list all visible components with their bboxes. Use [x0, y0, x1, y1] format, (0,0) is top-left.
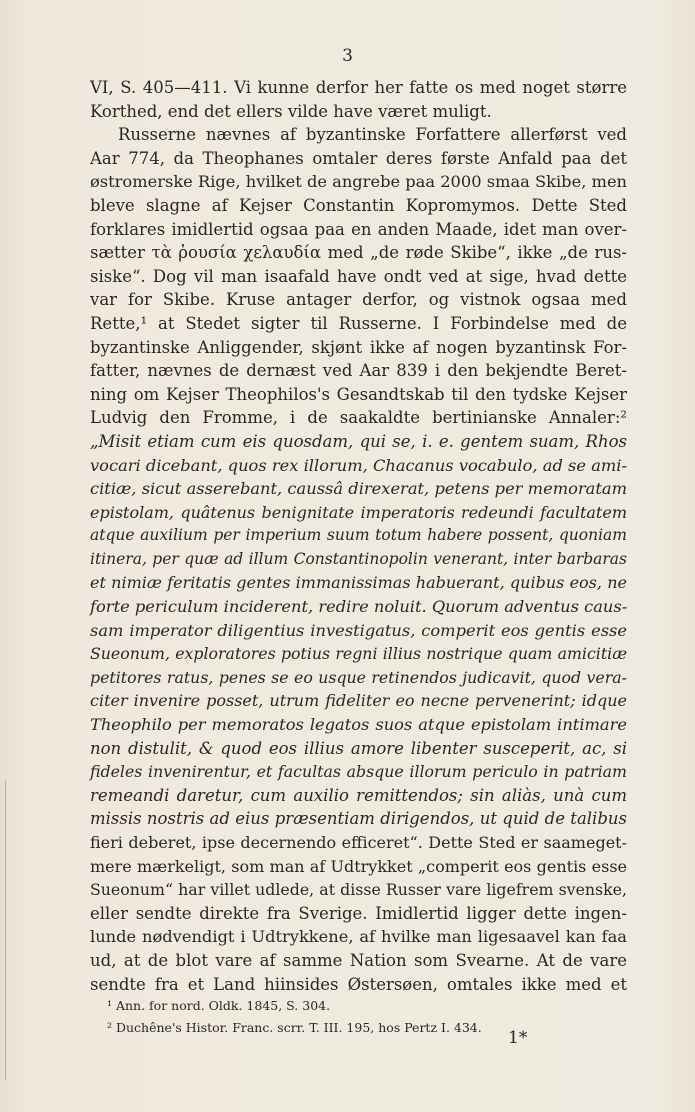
- text-line: fideles invenirentur, et facultas absque illorum periculo in patriam: [90, 762, 627, 782]
- text-line: itinera, per quæ ad illum Constantinopolin venerant, inter barbaras: [90, 549, 627, 568]
- text-line: missis nostris ad eius præsentiam dirigendos, ut quid de talibus: [90, 809, 627, 829]
- text-line: Theophilo per memoratos legatos suos atque epistolam intimare: [90, 715, 627, 735]
- text-line: ud, at de blot vare af samme Nation som Svearne. At de vare: [90, 950, 627, 970]
- text-line: byzantinske Anliggender, skjønt ikke af nogen byzantinsk For-: [90, 337, 627, 357]
- text-line: Sueonum, exploratores potius regni illius nostrique quam amicitiæ: [90, 644, 627, 664]
- text-line: vocari dicebant, quos rex illorum, Chacanus vocabulo, ad se ami-: [90, 455, 627, 475]
- text-line: citiæ, sicut asserebant, caussâ direxerat, petens per memoratam: [90, 479, 627, 499]
- text-line: fatter, nævnes de dernæst ved Aar 839 i den bekjendte Beret-: [90, 361, 627, 381]
- text-line: bleve slagne af Kejser Constantin Kopromymos. Dette Sted: [90, 195, 627, 215]
- text-line: sam imperator diligentius investigatus, comperit eos gentis esse: [90, 620, 627, 640]
- text-line: Sueonum“ har villet udlede, at disse Russer vare ligefrem svenske,: [90, 880, 627, 900]
- text-line: atque auxilium per imperium suum totum habere possent, quoniam: [90, 526, 627, 545]
- text-line: sendte fra et Land hiinsides Østersøen, omtales ikke med et: [90, 974, 627, 994]
- text-line: citer invenire posset, utrum fideliter eo necne pervenerint; idque: [90, 691, 627, 711]
- margin-rule: [5, 780, 6, 1080]
- footnote-2: ² Duchêne's Histor. Franc. scrr. T. III. 195, hos Pertz I. 434.: [107, 1020, 482, 1035]
- text-line: Russerne nævnes af byzantinske Forfattere allerførst ved: [118, 125, 627, 145]
- text-line: „Misit etiam cum eis quosdam, qui se, i. e. gentem suam, Rhos: [90, 431, 627, 451]
- text-line: siske“. Dog vil man isaafald have ondt ved at sige, hvad dette: [90, 266, 627, 286]
- page-number: 3: [342, 46, 353, 66]
- text-line: lunde nødvendigt i Udtrykkene, af hvilke man ligesaavel kan faa: [90, 927, 627, 947]
- text-line: Ludvig den Fromme, i de saakaldte bertinianske Annaler:²: [90, 408, 627, 428]
- text-line: østromerske Rige, hvilket de angrebe paa 2000 smaa Skibe, men: [90, 172, 628, 192]
- text-line: Aar 774, da Theophanes omtaler deres første Anfald paa det: [90, 148, 627, 168]
- text-line: et nimiæ feritatis gentes immanissimas habuerant, quibus eos, ne: [90, 573, 627, 593]
- text-line: ning om Kejser Theophilos's Gesandtskab til den tydske Kejser: [90, 384, 627, 404]
- text-line: epistolam, quâtenus benignitate imperatoris redeundi facultatem: [90, 502, 627, 522]
- text-line: VI, S. 405—411. Vi kunne derfor her fatte os med noget større: [90, 78, 627, 97]
- text-line: forklares imidlertid ogsaa paa en anden Maade, idet man over-: [90, 219, 627, 239]
- body-text: [90, 76, 627, 996]
- text-line: mere mærkeligt, som man af Udtrykket „comperit eos gentis esse: [90, 856, 627, 876]
- text-line: Rette,¹ at Stedet sigter til Russerne. I Forbindelse med de: [90, 313, 627, 333]
- text-line: fieri deberet, ipse decernendo efficeret“. Dette Sted er saameget-: [90, 833, 627, 852]
- signature-mark: 1*: [508, 1028, 528, 1048]
- text-line: Korthed, end det ellers vilde have været muligt.: [90, 101, 492, 121]
- text-line: remeandi daretur, cum auxilio remittendos; sin aliàs, unà cum: [90, 785, 627, 805]
- text-line: petitores ratus, penes se eo usque retinendos judicavit, quod vera-: [90, 667, 627, 687]
- text-line: non distulit, & quod eos illius amore libenter susceperit, ac, si: [90, 738, 627, 758]
- footnote-1: ¹ Ann. for nord. Oldk. 1845, S. 304.: [107, 998, 331, 1013]
- text-line: eller sendte direkte fra Sverige. Imidlertid ligger dette ingen-: [90, 903, 627, 923]
- text-line: forte periculum inciderent, redire noluit. Quorum adventus caus-: [90, 597, 628, 617]
- text-line: sætter τὰ ῥουσία χελαυδία med „de røde Skibe“, ikke „de rus-: [90, 243, 627, 263]
- footnotes: [107, 995, 537, 1039]
- text-line: var for Skibe. Kruse antager derfor, og vistnok ogsaa med: [90, 290, 627, 310]
